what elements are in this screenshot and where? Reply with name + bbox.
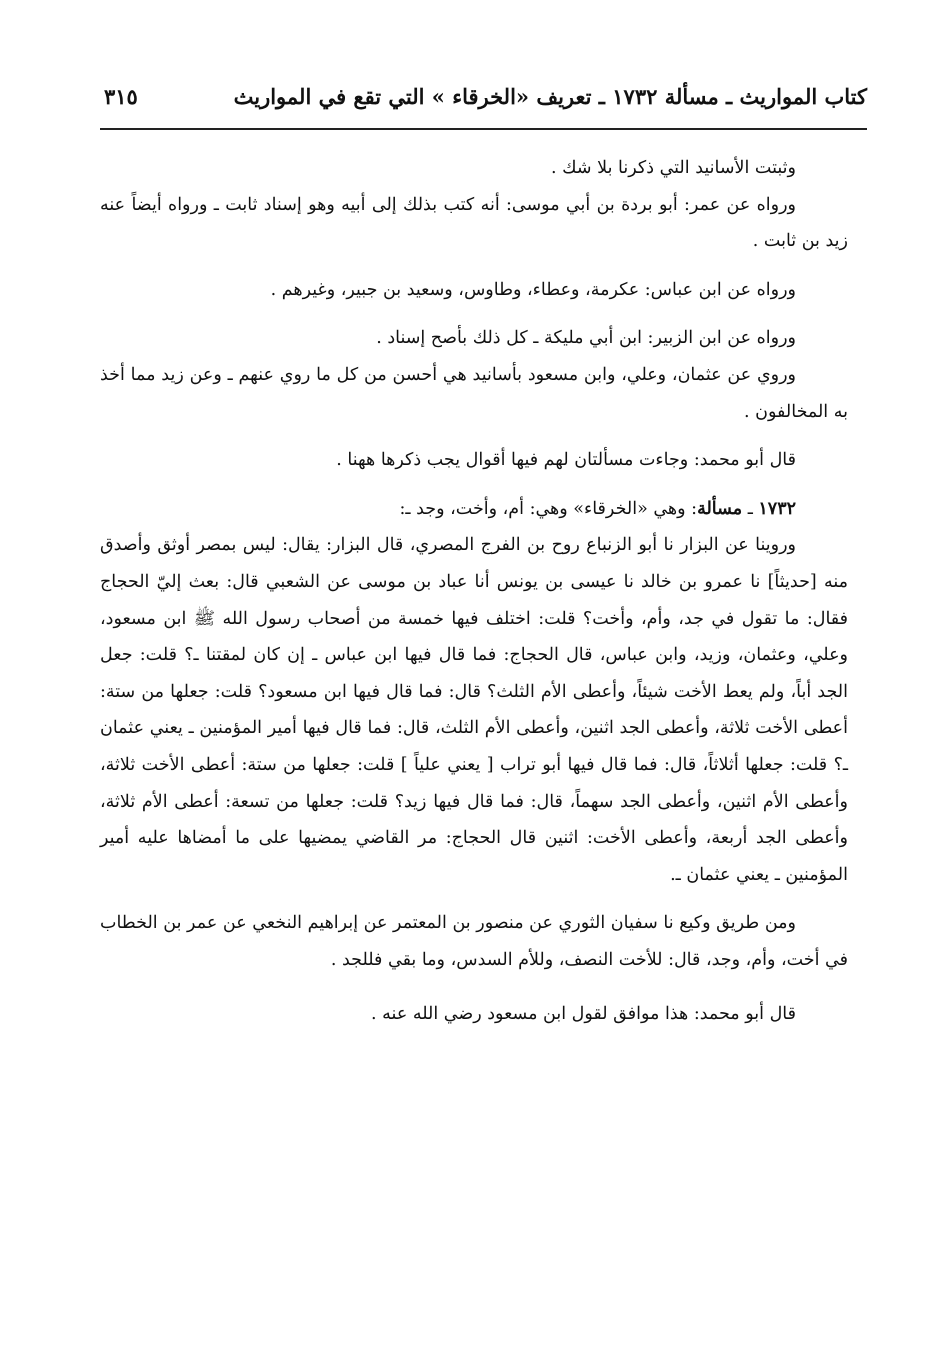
paragraph-abu-muhammad-conclusion: قال أبو محمد: هذا موافق لقول ابن مسعود رضي الله عنه . [371, 1004, 796, 1025]
running-header [100, 80, 867, 120]
issue-number: ١٧٣٢ [758, 498, 796, 519]
issue-text: وهي «الخرقاء» وهي: أم، وأخت، وجد ـ: [399, 498, 686, 519]
paragraph-waki-narration: ومن طريق وكيع نا سفيان الثوري عن منصور بن المعتمر عن إبراهيم النخعي عن عمر بن الخطاب في أخت، وأم، وجد، قال: للأخت النصف، وللأم السدس، وما بقي فللجد . [100, 913, 848, 970]
issue-label: مسألة [697, 498, 743, 519]
paragraph-ibn-abbas-narration: ورواه عن ابن عباس: عكرمة، وعطاء، وطاوس، وسعيد بن جبير، وغيرهم . [270, 279, 796, 300]
paragraph-abu-muhammad-intro: قال أبو محمد: وجاءت مسألتان لهم فيها أقوال يجب ذكرها ههنا . [336, 450, 796, 471]
paragraph-isnad-certainty: وثبتت الأسانيد التي ذكرنا بلا شك . [551, 158, 796, 178]
paragraph-uthman-ali-narration: وروي عن عثمان، وعلي، وابن مسعود بأسانيد هي أحسن من كل ما روي عنهم ـ وعن زيد مما أخذ به المخالفون . [100, 364, 848, 422]
paragraph-umar-narration: ورواه عن عمر: أبو بردة بن أبي موسى: أنه كتب بذلك إلى أبيه وهو إسناد ثابت ـ ورواه أيضاً عنه زيد بن ثابت . [100, 194, 848, 252]
paragraph-hajjaj-story: وروينا عن البزار نا أبو الزنباع روح بن الفرج المصري، قال البزار: يقال: ليس بمصر أوثق وأصدق منه [حديثاً] نا عمرو بن خالد نا عيسى بن يونس أنا عباد بن موسى عن الشعبي قال: بعث إليّ الحجاج فقال: ما تقول في جد، وأم، وأخت؟ قلت: اختلف فيها خمسة من أصحاب رسول الله ﷺ ابن مسعود، وعلي، وعثمان، وزيد، وابن عباس، قال الحجاج: فما قال فيها ابن عباس ـ إن كان لمقتنا ـ؟ قلت: جعل الجد أباً، ولم يعط الأخت شيئاً، وأعطى الأم الثلث؟ قال: فما قال فيها ابن مسعود؟ قلت: جعلها من ستة: أعطى الأخت ثلاثة، وأعطى الجد اثنين، وأعطى الأم الثلث، قال: فما قال فيها أمير المؤمنين ـ يعني عثمان ـ؟ قلت: جعلها أثلاثاً، قال: فما قال فيها أبو تراب [ يعني علياً ] قلت: جعلها من ستة: أعطى الأخت ثلاثة، وأعطى الأم اثنين، وأعطى الجد سهماً، قال: فما قال فيها زيد؟ قلت: جعلها من تسعة: أعطى الأم ثلاثة، وأعطى الجد أربعة، وأعطى الأخت: اثنين قال الحجاج: مر القاضي يمضيها على ما أمضاها عليه أمير المؤمنين ـ يعني عثمان ـ. [100, 535, 848, 885]
page-body [100, 150, 848, 1033]
header-divider [100, 128, 867, 130]
header-title: كتاب المواريث ـ مسألة ١٧٣٢ ـ تعريف «الخرقاء » التي تقع في المواريث [233, 84, 867, 109]
paragraph-ibn-zubayr-narration: ورواه عن ابن الزبير: ابن أبي مليكة ـ كل ذلك بأصح إسناد . [376, 328, 796, 349]
page-number: ٣١٥ [104, 84, 138, 109]
issue-heading: ١٧٣٢ ـ مسألة: وهي «الخرقاء» وهي: أم، وأخت، وجد ـ: [399, 498, 796, 519]
